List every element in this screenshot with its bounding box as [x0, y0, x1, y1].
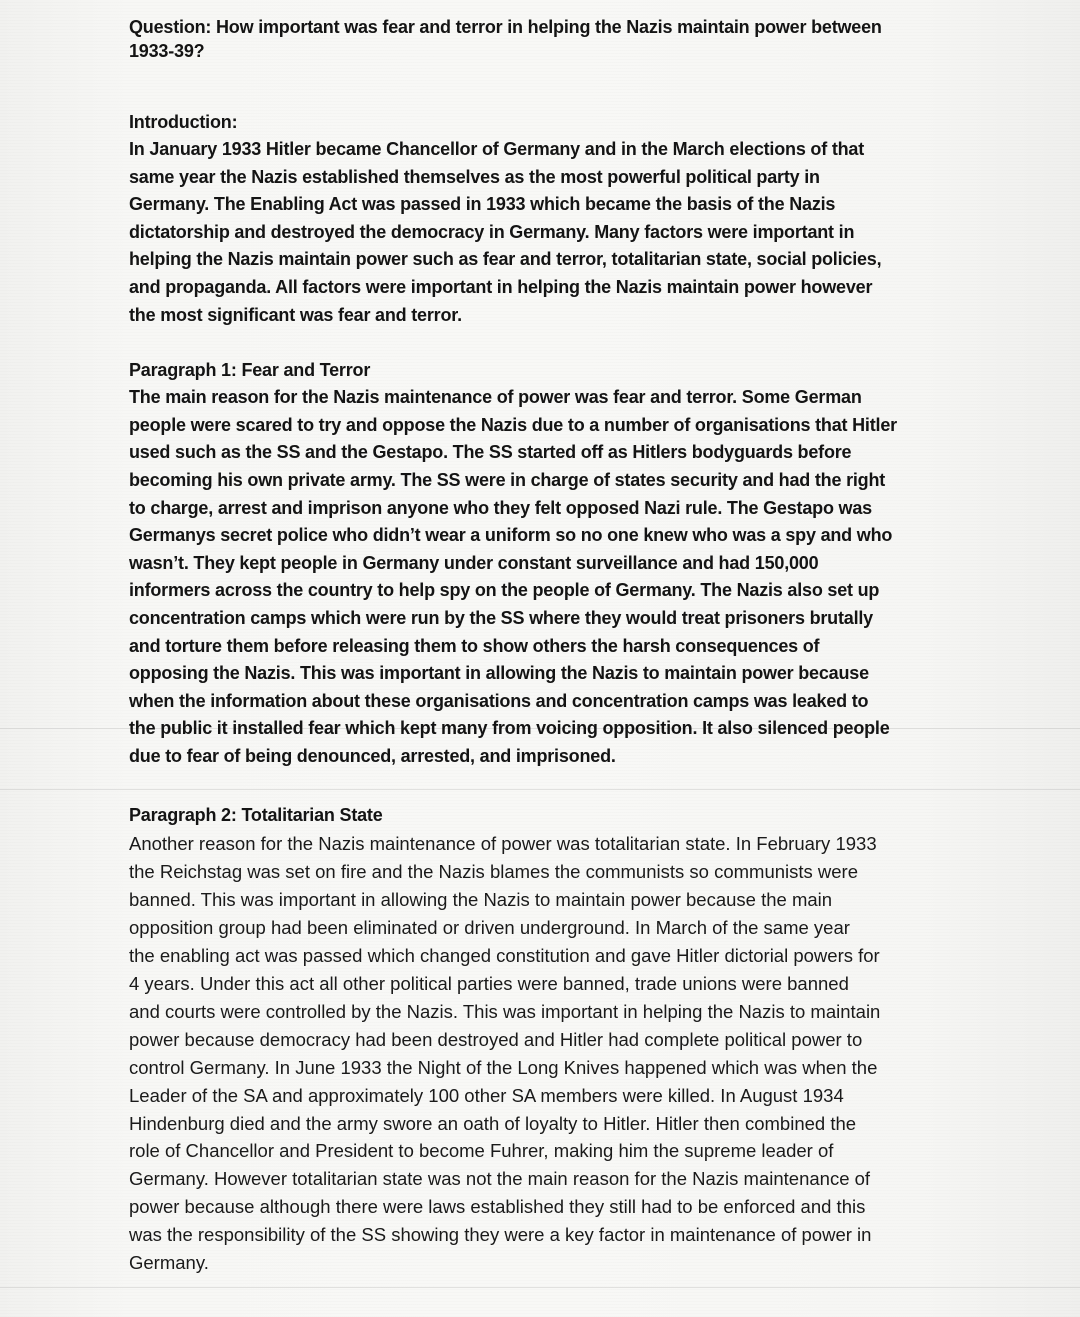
paragraph1-line: the public it installed fear which kept many from voicing opposition. It also silenced people	[129, 718, 890, 739]
paragraph2-line: opposition group had been eliminated or driven underground. In March of the same year	[129, 917, 850, 939]
paragraph1-line: informers across the country to help spy on the people of Germany. The Nazis also set up	[129, 580, 880, 601]
paragraph2-section	[129, 801, 959, 1277]
question-block	[129, 15, 959, 63]
paragraph2-line: was the responsibility of the SS showing they were a key factor in maintenance of power in	[129, 1224, 872, 1246]
question-line: 1933-39?	[129, 41, 205, 61]
paragraph1-line: The main reason for the Nazis maintenance of power was fear and terror. Some German	[129, 387, 862, 408]
introduction-heading: Introduction:	[129, 112, 238, 132]
paragraph2-line: the Reichstag was set on fire and the Nazis blames the communists so communists were	[129, 861, 859, 883]
introduction-line: the most significant was fear and terror.	[129, 304, 462, 325]
paragraph2-line: the enabling act was passed which changed constitution and gave Hitler dictorial powers for	[129, 945, 880, 967]
paragraph2-line: Hindenburg died and the army swore an oath of loyalty to Hitler. Hitler then combined the	[129, 1112, 857, 1134]
paragraph2-line: power because although there were laws established they still had to be enforced and this	[129, 1196, 866, 1218]
paragraph1-heading: Paragraph 1: Fear and Terror	[129, 360, 371, 381]
paragraph1-line: and torture them before releasing them to show others the harsh consequences of	[129, 635, 820, 656]
paragraph1-line: due to fear of being denounced, arrested, and imprisoned.	[129, 745, 616, 766]
paragraph1-line: wasn’t. They kept people in Germany under constant surveillance and had 150,000	[129, 552, 819, 573]
paragraph2-line: power because democracy had been destroyed and Hitler had complete political power to	[129, 1028, 863, 1050]
paragraph2-heading: Paragraph 2: Totalitarian State	[129, 805, 383, 826]
paragraph1-line: opposing the Nazis. This was important in allowing the Nazis to maintain power because	[129, 663, 869, 684]
paragraph1-line: people were scared to try and oppose the Nazis due to a number of organisations that Hitler	[129, 414, 897, 435]
paragraph2-line: 4 years. Under this act all other political parties were banned, trade unions were banned	[129, 973, 849, 994]
introduction-line: and propaganda. All factors were important in helping the Nazis maintain power however	[129, 276, 873, 297]
paragraph2-line: Germany. However totalitarian state was not the main reason for the Nazis maintenance of	[129, 1168, 871, 1190]
paragraph1-line: concentration camps which were run by the SS where they would treat prisoners brutally	[129, 607, 873, 628]
paragraph1-line: Germanys secret police who didn’t wear a uniform so no one knew who was a spy and who	[129, 525, 893, 546]
paragraph2-line: Another reason for the Nazis maintenance of power was totalitarian state. In February 1933	[129, 833, 877, 855]
paragraph1-section	[129, 357, 959, 770]
paragraph2-line: role of Chancellor and President to become Fuhrer, making him the supreme leader of	[129, 1140, 834, 1162]
scan-artifact-line	[0, 1287, 1080, 1288]
paragraph1-line: when the information about these organisations and concentration camps was leaked to	[129, 690, 869, 711]
introduction-line: Germany. The Enabling Act was passed in 1933 which became the basis of the Nazis	[129, 194, 836, 215]
introduction-line: In January 1933 Hitler became Chancellor of Germany and in the March elections of that	[129, 139, 865, 159]
paragraph2-line: banned. This was important in allowing the Nazis to maintain power because the main	[129, 889, 833, 911]
paragraph1-line: used such as the SS and the Gestapo. The SS started off as Hitlers bodyguards before	[129, 442, 852, 463]
document-body	[129, 15, 959, 1277]
paragraph1-line: to charge, arrest and imprison anyone who they felt opposed Nazi rule. The Gestapo was	[129, 497, 872, 518]
paragraph2-line: Leader of the SA and approximately 100 other SA members were killed. In August 1934	[129, 1084, 844, 1106]
introduction-line: dictatorship and destroyed the democracy in Germany. Many factors were important in	[129, 221, 855, 242]
paragraph1-line: becoming his own private army. The SS were in charge of states security and had the right	[129, 469, 886, 490]
paragraph2-line: Germany.	[129, 1252, 209, 1274]
introduction-line: same year the Nazis established themselves as the most powerful political party in	[129, 166, 820, 187]
introduction-section	[129, 109, 959, 329]
paragraph2-line: and courts were controlled by the Nazis. This was important in helping the Nazis to maintain	[129, 1000, 881, 1022]
paragraph2-line: control Germany. In June 1933 the Night of the Long Knives happened which was when the	[129, 1056, 878, 1078]
question-line: Question: How important was fear and terror in helping the Nazis maintain power between	[129, 17, 882, 37]
introduction-line: helping the Nazis maintain power such as fear and terror, totalitarian state, social policies,	[129, 249, 882, 270]
